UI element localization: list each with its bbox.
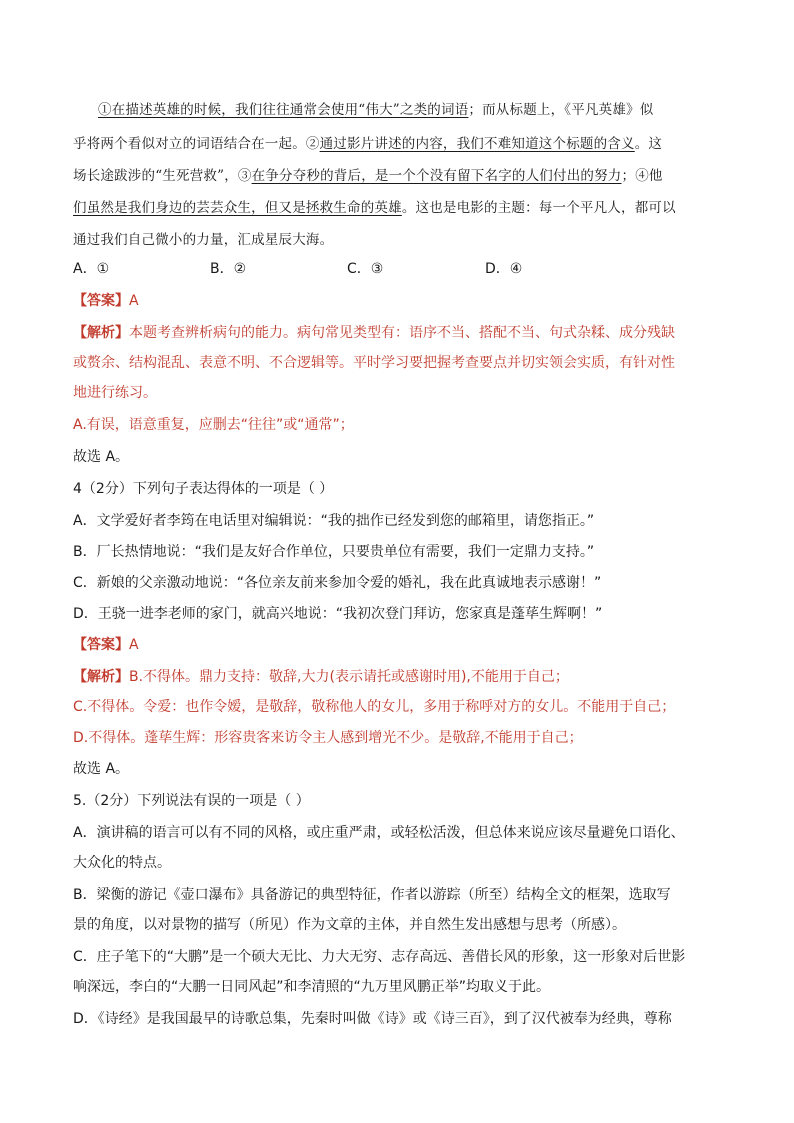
- q4-option-c: C．新娘的父亲激动地说：“各位亲友前来参加令爱的婚礼，我在此真诚地表示感谢！”: [73, 575, 602, 591]
- passage-text: 场长途跋涉的“生死营救”，③: [73, 168, 252, 184]
- q3-answer: [73, 290, 721, 310]
- analysis-text: D.不得体。蓬荜生辉：形容贵客来访令主人感到增光不少。是敬辞,不能用于自己；: [73, 730, 583, 746]
- q3-option-d: D．④: [485, 261, 523, 277]
- question-stem: 5.（2分）下列说法有误的一项是（ ）: [73, 793, 310, 809]
- passage-text: 乎将两个看似对立的词语结合在一起。②: [73, 136, 320, 152]
- passage-text: 。这: [634, 136, 663, 152]
- answer-tag: 【答案】: [73, 293, 129, 309]
- q5-option-c: C．庄子笔下的“大鹏”是一个硕大无比、力大无穷、志存高远、善借长风的形象，这一形象对后世影: [73, 949, 686, 965]
- passage-sentence-2: 通过影片讲述的内容，我们不难知道这个标题的含义: [319, 136, 635, 152]
- passage-sentence-1: ①在描述英雄的时候，我们往往通常会使用“伟大”之类的词语: [98, 102, 469, 118]
- passage-text: 。这也是电影的主题：每一个平凡人，都可以: [401, 200, 676, 216]
- answer-value: A: [129, 293, 139, 309]
- q4-option-b: B．厂长热情地说：“我们是友好合作单位，只要贵单位有需要，我们一定鼎力支持。”: [73, 544, 595, 560]
- answer-tag: 【答案】: [73, 637, 129, 653]
- analysis-text: 地进行练习。: [73, 385, 157, 401]
- passage-text: ；④他: [621, 168, 663, 184]
- analysis-text: A.有误，语意重复，应删去“往往”或“通常”；: [73, 417, 354, 433]
- q5-option-a: A．演讲稿的语言可以有不同的风格，或庄重严肃，或轻松活泼，但总体来说应该尽量避免口语化、: [73, 825, 685, 841]
- question-stem: 4（2分）下列句子表达得体的一项是（ ）: [73, 481, 334, 497]
- analysis-tag: 【解析】: [73, 669, 129, 685]
- question-4: [73, 478, 721, 638]
- q3-option-c: C．③: [347, 261, 384, 277]
- passage-text: 通过我们自己微小的力量，汇成星辰大海。: [73, 232, 334, 248]
- q3-option-b: B．②: [210, 261, 247, 277]
- q5-option-d: D．《诗经》是我国最早的诗歌总集，先秦时叫做《诗》或《诗三百》，到了汉代被奉为经典，尊称: [73, 1011, 672, 1027]
- q4-option-a: A．文学爱好者李筠在电话里对编辑说：“我的拙作已经发到您的邮箱里，请您指正。”: [73, 513, 595, 529]
- q4-option-d: D．王骁一进李老师的家门，就高兴地说：“我初次登门拜访，您家真是蓬荜生辉啊！”: [73, 606, 603, 622]
- q3-option-a: A．①: [73, 261, 110, 277]
- analysis-conclusion: 故选 A。: [73, 449, 130, 465]
- analysis-conclusion: 故选 A。: [73, 761, 130, 777]
- analysis-tag: 【解析】: [73, 325, 129, 341]
- q5-option-b: B．梁衡的游记《壶口瀑布》具备游记的典型特征，作者以游踪（所至）结构全文的框架，选取写: [73, 887, 671, 903]
- answer-value: A: [129, 637, 139, 653]
- question-5: [73, 790, 721, 1050]
- passage: [73, 98, 721, 248]
- q3-analysis: [73, 322, 721, 472]
- q5-option-c-cont: 响深远，李白的“大鹏一日同风起”和李清照的“九万里风鹏正举”均取义于此。: [73, 979, 551, 995]
- q4-answer: [73, 634, 721, 654]
- q5-option-a-cont: 大众化的特点。: [73, 855, 171, 871]
- passage-text: ；而从标题上，《平凡英雄》似: [468, 102, 654, 118]
- analysis-text: B.不得体。鼎力支持：敬辞,大力(表示请托或感谢时用),不能用于自己；: [129, 669, 569, 685]
- q5-option-b-cont: 景的角度，以对景物的描写（所见）作为文章的主体，并自然生发出感想与思考（所感）。: [73, 917, 626, 933]
- analysis-text: 或赘余、结构混乱、表意不明、不合逻辑等。平时学习要把握考查要点并切实领会实质，有针对性: [73, 355, 675, 371]
- q4-analysis: [73, 666, 721, 786]
- passage-sentence-4: 们虽然是我们身边的芸芸众生，但又是拯救生命的英雄: [73, 200, 402, 216]
- analysis-text: 本题考查辨析病句的能力。病句常见类型有：语序不当、搭配不当、句式杂糅、成分残缺: [129, 325, 675, 341]
- analysis-text: C.不得体。令爱：也作令嫒，是敬辞，敬称他人的女儿，多用于称呼对方的女儿。不能用于自己；: [73, 699, 676, 715]
- passage-sentence-3: 在争分夺秒的背后，是一个个没有留下名字的人们付出的努力: [251, 168, 622, 184]
